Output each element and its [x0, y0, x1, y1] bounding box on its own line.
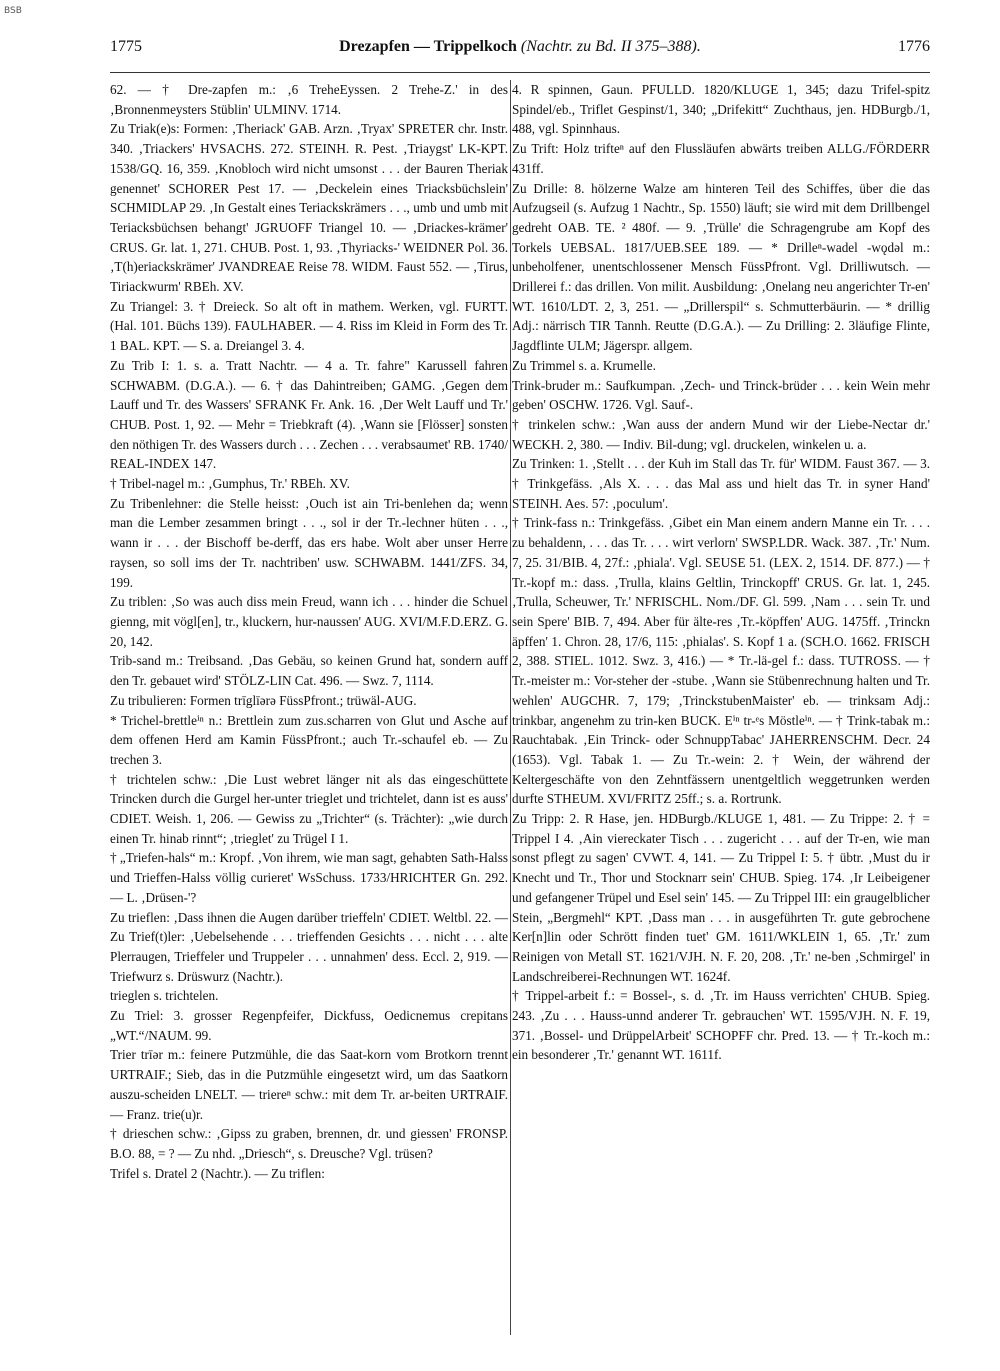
dictionary-entry: † trinkelen schw.: ‚Wan auss der andern Mund wir der Liebe-Nectar dr.' WECKH. 2, 380. — Indiv. Bil-dung; vgl. druckelen, winkelen u. a. [512, 416, 930, 452]
header-rule [110, 72, 930, 73]
dictionary-entry: trieglen s. trichtelen. [110, 988, 219, 1004]
dictionary-entry: Zu Drille: 8. hölzerne Walze am hinteren Teil des Schiffes, über die das Aufzugseil (s. Aufzug 1 Nachtr., Sp. 1550) läuft; sie wird mit dem Drillbengel gedreht OAB. TE. ² 480f. — 9. ‚Trülle' die Schragengrube am Kopf des Torkels UEBSAL. 1817/UEB.SEE 189. — * Drilleⁿ-wadel -wǫdəl m.: unbeholfener, unentschlossener Mensch FüssPfront. Vgl. Drilliwutsch. — Drillerei f.: das drillen. Von milit. Ausbildung: ‚Onelang neu angerichter Tr-en' WT. 1610/LDT. 2, 3, 251. — „Drillerspil“ s. Schmutterbäurin. — * drillig Adj.: närrisch TIR Tannh. Reutte (D.G.A.). — Zu Drilling: 2. 3läufige Flinte, Jagdflinte ULM; Jägerspr. allgem. [512, 180, 930, 354]
running-title [110, 38, 930, 56]
dictionary-entry: † Trink-fass n.: Trinkgefäss. ‚Gibet ein Man einem andern Manne ein Tr. . . . zu behaldenn, . . . das Tr. . . . wirt verlorn' SWSP.LDR. Wack. 387. ‚Tr.' Num. 7, 25. 31/BIB. 4, 27f.: ‚phiala'. Vgl. SEUSE 51. (LEX. 2, 1514. DF. 877.) — † Tr.-kopf m.: dass. ‚Trulla, klains Geltlin, Trinckopff' CRUS. Gr. lat. 1, 245. ‚Trulla, Scheuwer, Tr.' NFRISCHL. Nom./DF. Gl. 599. ‚Nam . . . sein Tr. und sein Spere' BIB. 7, 494. Aber für älte-res ‚Tr.-köpffen' AUG. 1475ff. ‚Trinckn äpffen' 1. Chron. 28, 17/6, 115: ‚phialas'. S. Kopf 1 a. (SCH.O. 1662. FRISCH 2, 388. STIEL. 1012. Swz. 3, 416.) — * Tr.-lä-gel f.: dass. TUTROSS. — † Tr.-meister m.: Vor-steher der -stube. ‚Wann sie Stübenrechnung halten und Tr. wehlen' AUGCHR. 7, 179; ‚TrinckstubenMaister' eb. — trinksam Adj.: trinkbar, angenehm zu trin-ken BUCK. Eⁱⁿ tr-ᵉs Möstleⁱⁿ. — † Trink-tabak m.: Rauchtabak. ‚Ein Trinck- oder SchnuppTabac' JAHERRENSCHM. Decr. 24 (1653). Vgl. Tabak 1. — Zu Tr.-wein: 2. † Wein, der während der Keltergeschäfte von den Zehntfässern unentgeltlich weggetrunken werden durfte STHEUM. XVI/FRITZ 25ff.; s. a. Rortrunk. [512, 515, 930, 807]
dictionary-entry: † „Triefen-hals“ m.: Kropf. ‚Von ihrem, wie man sagt, gehabten Sath-Halss und Trieffen-Halss völlig curieret' WsSchuss. 1733/HRICHTER Gn. 292. — L. ‚Drüsen-'? [110, 850, 508, 905]
column-divider [510, 80, 511, 1335]
dictionary-entry: Zu Triel: 3. grosser Regenpfeifer, Dickfuss, Oedicnemus crepitans „WT.“/NAUM. 99. [110, 1008, 508, 1043]
dictionary-entry: Zu Triangel: 3. † Dreieck. So alt oft in mathem. Werken, vgl. FURTT. (Hal. 101. Büchs 139). FAULHABER. — 4. Riss im Kleid in Form des Tr. 1 BAL. KPT. — S. a. Dreiangel 3. 4. [110, 298, 508, 354]
dictionary-entry: 4. R spinnen, Gaun. PFULLD. 1820/KLUGE 1, 345; dazu Trifel-spitz Spindel/eb., Triflet Gespinst/1, 340; „Drifekitt“ Zuchthaus, jen. HDBurgb./1, 488, vgl. Spinnhaus. [512, 82, 930, 137]
dictionary-entry: Trier trīər m.: feinere Putzmühle, die das Saat-korn vom Brotkorn trennt URTRAIF.; Sieb, das in die Putzmühle eingesetzt wird, um das Saatkorn auszu-scheiden LNELT. — triereⁿ schw.: mit dem Tr. ar-beiten URTRAIF. — Franz. trie(u)r. [110, 1047, 508, 1122]
dictionary-entry: Trifel s. Dratel 2 (Nachtr.). — Zu triflen: [110, 1165, 325, 1181]
dictionary-entry: Zu Trimmel s. a. Krumelle. [512, 357, 656, 373]
dictionary-entry: Trink-bruder m.: Saufkumpan. ‚Zech- und Trinck-brüder . . . kein Wein mehr geben' OSCHW. 1726. Vgl. Sauf-. [512, 377, 930, 413]
dictionary-entry: 62. — † Dre-zapfen m.: ‚6 TreheEyssen. 2 Trehe-Z.' in des ‚Bronnenmeysters Stüblin' ULMINV. 1714. [110, 82, 508, 117]
dictionary-entry: † Tribel-nagel m.: ‚Gumphus, Tr.' RBEh. XV. [110, 476, 350, 492]
dictionary-entry: Zu Triak(e)s: Formen: ‚Theriack' GAB. Arzn. ‚Tryax' SPRETER chr. Instr. 340. ‚Triackers' HVSACHS. 272. STEINH. R. Pest. ‚Triaygst' LK-KPT. 1538/GQ. 16, 359. ‚Knobloch wird nicht umsonst . . . der Bauren Theriak genennet' SCHORER Pest 17. — ‚Deckelein eines Triacksbüchslein' SCHMIDLAP 29. ‚In Gestalt eines Teriackskrämers . . ., umb und umb mit Teriacksbüchsen behangt' JGRUOFF Triangel 10. — ‚Driackes-krämer' CRUS. Gr. lat. 1, 271. CHUB. Post. 1, 93. ‚Thyriacks-' WEIDNER Pol. 36. ‚T(h)eriackskrämer' JVANDREAE Reise 78. WIDM. Faust 552. — ‚Tirus, Tiriackwurm' RBEh. XV. [110, 121, 508, 295]
running-title-main: Drezapfen — Trippelkoch [339, 38, 517, 55]
dictionary-entry: Zu Trift: Holz trifteⁿ auf den Flussläufen abwärts treiben ALLG./FÖRDERR 431ff. [512, 141, 930, 176]
page-header [110, 38, 930, 62]
dictionary-entry: Zu tribulieren: Formen trīglīərə FüssPfront.; trüwäl-AUG. [110, 692, 417, 708]
page-number-right: 1776 [898, 38, 930, 55]
dictionary-entry: * Trichel-brettleⁱⁿ n.: Brettlein zum zus.scharren von Glut und Asche auf dem offenen Herd am Kamin FüssPfront.; auch Tr.-schaufel eb. — Zu trechen 3. [110, 712, 508, 767]
library-mark: BSB [4, 6, 22, 16]
dictionary-entry: Zu trieflen: ‚Dass ihnen die Augen darüber trieffeln' CDIET. Weltbl. 22. — Zu Trief(t)ler: ‚Uebelsehende . . . trieffenden Gesichts . . . nicht . . . alte Plerraugen, Trieffeler und Truppeler . . . unnahmen' dess. Eccl. 2, 919. — Triefwurz s. Drüswurz (Nachtr.). [110, 909, 508, 984]
dictionary-entry: † Trippel-arbeit f.: = Bossel-, s. d. ‚Tr. im Hauss verrichten' CHUB. Spieg. 243. ‚Zu . . . Hauss-unnd anderer Tr. gebrauchen' WT. 1595/VJH. N. F. 19, 371. ‚Bossel- und DrüppelArbeit' SCHOPFF chr. Pred. 13. — † Tr.-koch m.: ein besonderer ‚Tr.' genannt WT. 1611f. [512, 988, 930, 1063]
dictionary-entry: Zu Trib I: 1. s. a. Tratt Nachtr. — 4 a. Tr. fahre" Karussell fahren SCHWABM. (D.G.A.). — 6. † das Dahintreiben; GAMG. ‚Gegen dem Lauff und Tr. des Wassers' SFRANK Fr. Ank. 16. ‚Der Welt Lauff und Tr.' CHUB. Post. 1, 92. — Mehr = Triebkraft (4). ‚Wann sie [Flösser] sonsten den nöthigen Tr. des Wassers durch . . . Zechen . . . verabsaumet' RB. 1740/ REAL-INDEX 147. [110, 357, 508, 472]
dictionary-entry: Zu Tripp: 2. R Hase, jen. HDBurgb./KLUGE 1, 481. — Zu Trippe: 2. † = Trippel I 4. ‚Ain viereckater Tisch . . . zugericht . . . auf der Tr-en, wie man sonst pflegt zu sagen' CVWT. 4, 141. — Zu Trippel I: 5. † übtr. ‚Must du ir Knecht und Tr., Thor und Stocknarr sein' CHUB. Spieg. 174. ‚Ir Leibeigener und gefangener Trüpel und Esel sein' 145. — Zu Trippel III: ein graugelblicher Stein, „Bergmehl“ KPT. ‚Dass man . . . in ausgeführten Tr. gute gebrochene Ker[n]lin oder Schrött finden tuet' GM. 1611/WKLEIN 1, 65. ‚Tr.' zum Reinigen von Metall ST. 1621/VJH. N. F. 20, 208. ‚Tr.' ne-ben ‚Schmirgel' in Landschreiberei-Rechnungen WT. 1624f. [512, 811, 930, 984]
running-title-note: (Nachtr. zu Bd. II 375–388). [520, 38, 701, 55]
dictionary-entry: † trichtelen schw.: ‚Die Lust webret länger nit als das eingeschüttete Trincken durch die Gurgel her-unter trieglet und trichtelet, dann ist es auss' CDIET. Weish. 1, 206. — Gewiss zu „Trichter“ (s. Trächter): „wie durch einen Tr. hinab rinnt“; ‚trieglet' zu Trügel I 1. [110, 771, 508, 846]
right-column [512, 80, 930, 1342]
dictionary-entry: Zu Tribenlehner: die Stelle heisst: ‚Ouch ist ain Tri-benlehen da; wenn man die Lember zesammen bringt . . ., sol ir der Tr.-lechner hüten . . ., wann ir . . . der Bischoff be-derff, das ers habe. Wolt aber unser Herre raysen, so soll ims der Tr. nachtriben' usw. SCHWABM. 1441/ZFS. 34, 199. [110, 495, 508, 590]
dictionary-entry: Zu Trinken: 1. ‚Stellt . . . der Kuh im Stall das Tr. für' WIDM. Faust 367. — 3. † Trinkgefäss. ‚Als X. . . . das Mal ass und hielt das Tr. in syner Hand' STEINH. Aes. 57: ‚poculum'. [512, 456, 930, 511]
left-column [110, 80, 508, 1342]
dictionary-entry: Zu triblen: ‚So was auch diss mein Freud, wann ich . . . hinder die Schuel gienng, mit vögl[en], tr., kluckern, hur-naussen' AUG. XVI/M.F.D.ERZ. G. 20, 142. [110, 594, 508, 649]
dictionary-entry: † drieschen schw.: ‚Gipss zu graben, brennen, dr. und giessen' FRONSP. B.O. 88, = ? — Zu nhd. „Driesch“, s. Dreusche? Vgl. trüsen? [110, 1126, 508, 1161]
dictionary-entry: Trib-sand m.: Treibsand. ‚Das Gebäu, so keinen Grund hat, sondern auff den Tr. gebauet wird' STÖLZ-LIN Cat. 496. — Swz. 7, 1114. [110, 653, 508, 689]
page-number-left: 1775 [110, 38, 142, 55]
